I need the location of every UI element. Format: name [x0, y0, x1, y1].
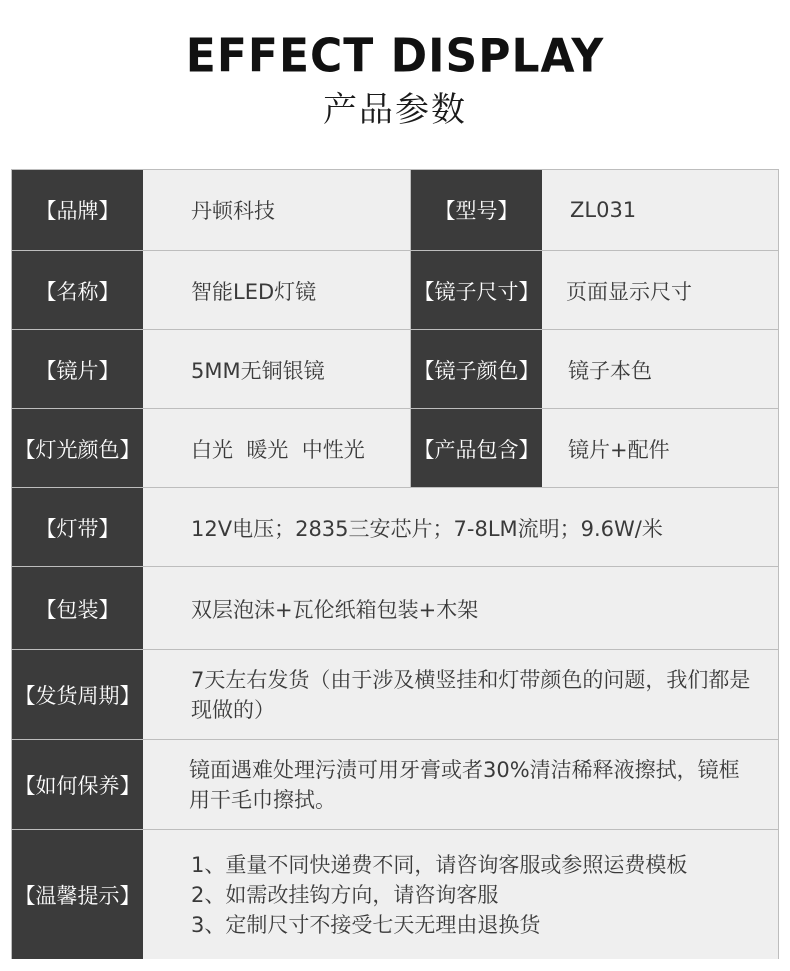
mirror-color-value: 镜子本色 — [542, 330, 778, 409]
package-contents-value: 镜片+配件 — [542, 409, 778, 488]
brand-label: 【品牌】 — [12, 170, 143, 250]
tip-item-1: 1、重量不同快递费不同，请咨询客服或参照运费模板 — [191, 852, 688, 877]
spec-row-lens-color — [12, 329, 778, 409]
spec-row-tips — [12, 829, 778, 959]
spec-row-packing — [12, 566, 778, 650]
light-color-label: 【灯光颜色】 — [12, 409, 143, 488]
spec-row-light-package — [12, 408, 778, 488]
lens-label: 【镜片】 — [12, 330, 143, 409]
model-value: ZL031 — [542, 170, 778, 250]
spec-row-shipping — [12, 649, 778, 740]
spec-row-care — [12, 739, 778, 830]
light-strip-label: 【灯带】 — [12, 488, 143, 567]
light-color-value: 白光 暖光 中性光 — [143, 409, 411, 488]
spec-row-name-size — [12, 250, 778, 330]
tip-item-3: 3、定制尺寸不接受七天无理由退换货 — [191, 912, 541, 937]
lens-value: 5MM无铜银镜 — [143, 330, 411, 409]
mirror-size-value: 页面显示尺寸 — [542, 251, 778, 330]
brand-value: 丹顿科技 — [143, 170, 411, 250]
name-label: 【名称】 — [12, 251, 143, 330]
tips-list — [143, 830, 778, 959]
page-title-english: EFFECT DISPLAY — [185, 29, 605, 84]
tip-item-2: 2、如需改挂钩方向，请咨询客服 — [191, 882, 499, 907]
care-label: 【如何保养】 — [12, 740, 143, 830]
shipping-value: 7天左右发货（由于涉及横竖挂和灯带颜色的问题，我们都是现做的） — [143, 650, 778, 740]
mirror-color-label: 【镜子颜色】 — [411, 330, 542, 409]
spec-table — [11, 169, 779, 959]
name-value: 智能LED灯镜 — [143, 251, 411, 330]
tips-label: 【温馨提示】 — [12, 830, 143, 959]
light-strip-value: 12V电压；2835三安芯片；7-8LM流明；9.6W/米 — [143, 488, 778, 567]
package-contents-label: 【产品包含】 — [411, 409, 542, 488]
spec-row-brand-model — [12, 170, 778, 250]
page-title-chinese: 产品参数 — [323, 90, 467, 130]
spec-row-light-strip — [12, 487, 778, 567]
packing-label: 【包装】 — [12, 567, 143, 650]
model-label: 【型号】 — [411, 170, 542, 250]
mirror-size-label: 【镜子尺寸】 — [411, 251, 542, 330]
packing-value: 双层泡沫+瓦伦纸箱包装+木架 — [143, 567, 778, 650]
shipping-label: 【发货周期】 — [12, 650, 143, 740]
care-value: 镜面遇难处理污渍可用牙膏或者30%清洁稀释液擦拭，镜框用干毛巾擦拭。 — [143, 740, 778, 830]
